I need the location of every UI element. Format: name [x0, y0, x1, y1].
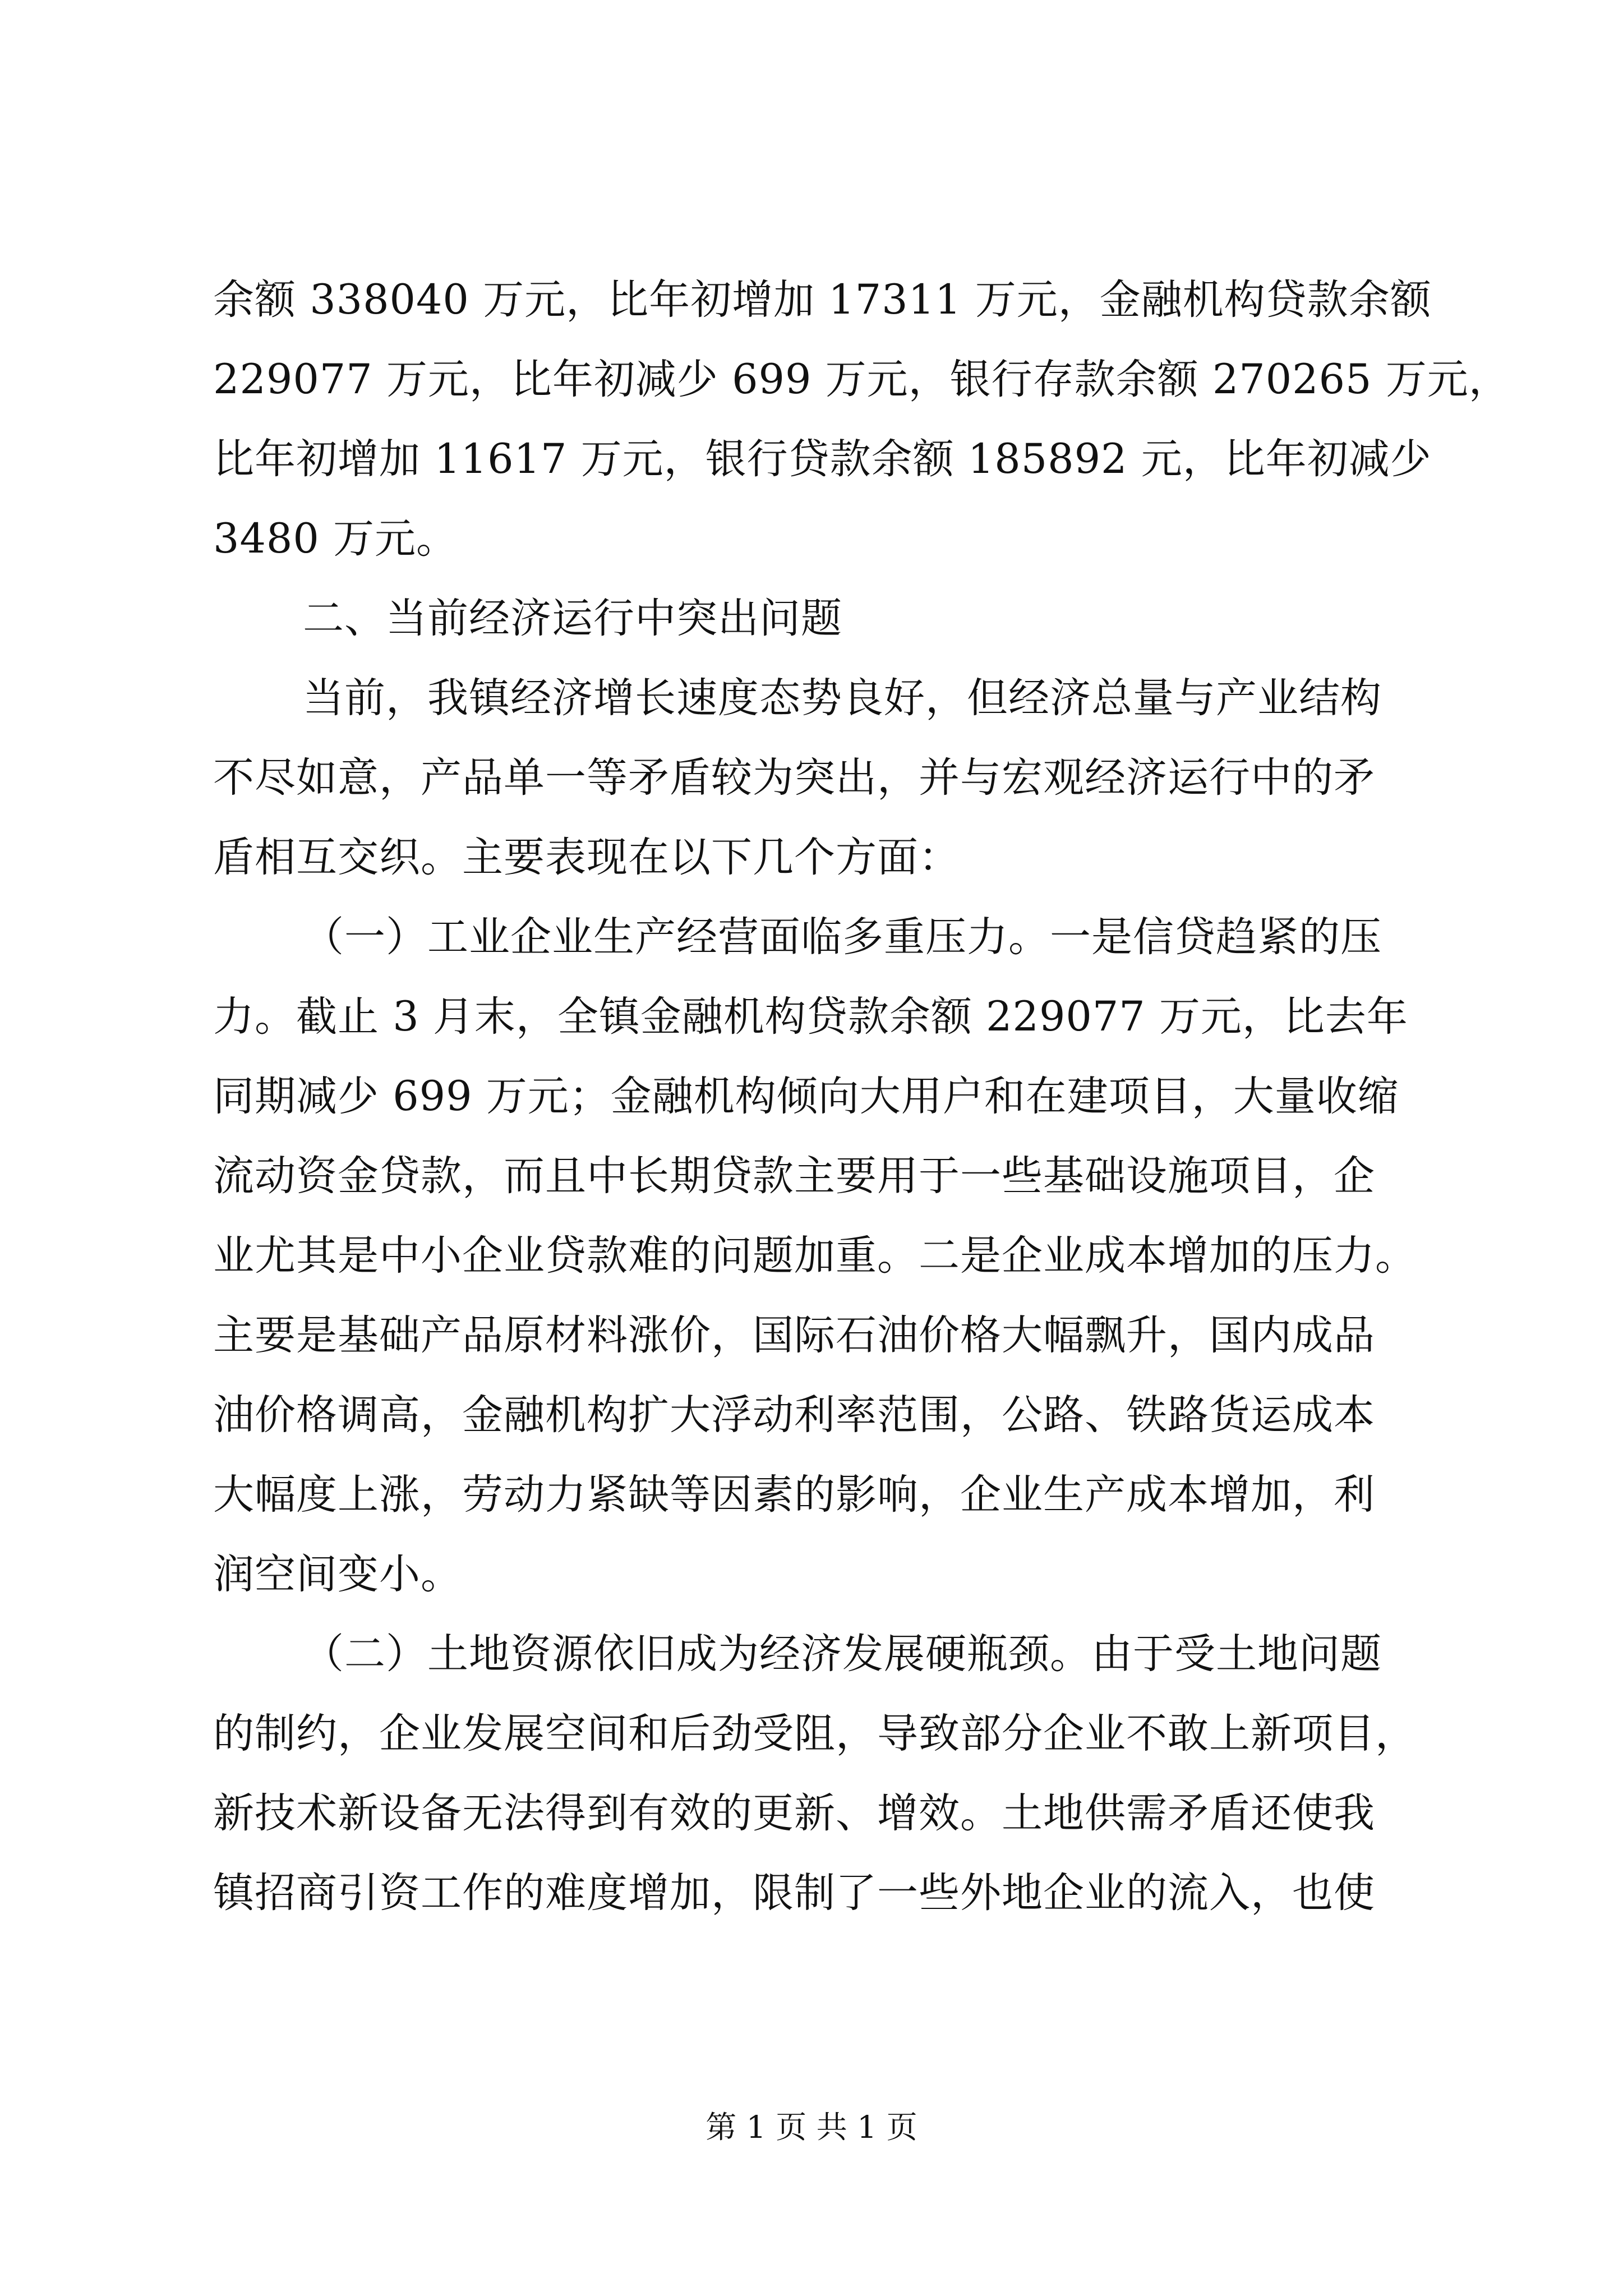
text-line: 大幅度上涨，劳动力紧缺等因素的影响，企业生产成本增加，利 [213, 1471, 1375, 1519]
text-line: 余额 338040 万元，比年初增加 17311 万元，金融机构贷款余额 [213, 276, 1432, 324]
text-line: 盾相互交织。主要表现在以下几个方面： [213, 834, 960, 881]
text-line: 力。截止 3 月末，全镇金融机构贷款余额 229077 万元，比去年 [213, 993, 1408, 1041]
text-line: 3480 万元。 [213, 515, 458, 563]
page-number-label: 第 1 页 共 1 页 [706, 2109, 917, 2145]
text-line: 229077 万元，比年初减少 699 万元，银行存款余额 270265 万元， [213, 356, 1510, 403]
text-line: 油价格调高，金融机构扩大浮动利率范围，公路、铁路货运成本 [213, 1391, 1375, 1439]
paragraph-first-line: 当前，我镇经济增长速度态势良好，但经济总量与产业结构 [303, 674, 1382, 722]
page-footer [0, 2105, 1623, 2150]
text-line: 镇招商引资工作的难度增加，限制了一些外地企业的流入，也使 [213, 1869, 1375, 1917]
section-heading: 二、当前经济运行中突出问题 [303, 595, 842, 642]
text-line: 主要是基础产品原材料涨价，国际石油价格大幅飘升，国内成品 [213, 1312, 1375, 1359]
text-line: 同期减少 699 万元；金融机构倾向大用户和在建项目，大量收缩 [213, 1073, 1399, 1120]
text-line: 润空间变小。 [213, 1550, 462, 1598]
text-line: 的制约，企业发展空间和后劲受阻，导致部分企业不敢上新项目， [213, 1710, 1417, 1757]
subsection-heading: （二）土地资源依旧成为经济发展硬瓶颈。由于受土地问题 [303, 1630, 1382, 1678]
text-line: 比年初增加 11617 万元，银行贷款余额 185892 元，比年初减少 [213, 435, 1432, 483]
subsection-heading: （一）工业企业生产经营面临多重压力。一是信贷趋紧的压 [303, 913, 1382, 961]
text-line: 业尤其是中小企业贷款难的问题加重。二是企业成本增加的压力。 [213, 1232, 1417, 1280]
text-line: 流动资金贷款，而且中长期贷款主要用于一些基础设施项目，企 [213, 1152, 1375, 1200]
text-line: 新技术新设备无法得到有效的更新、增效。土地供需矛盾还使我 [213, 1789, 1375, 1837]
text-line: 不尽如意，产品单一等矛盾较为突出，并与宏观经济运行中的矛 [213, 754, 1375, 802]
